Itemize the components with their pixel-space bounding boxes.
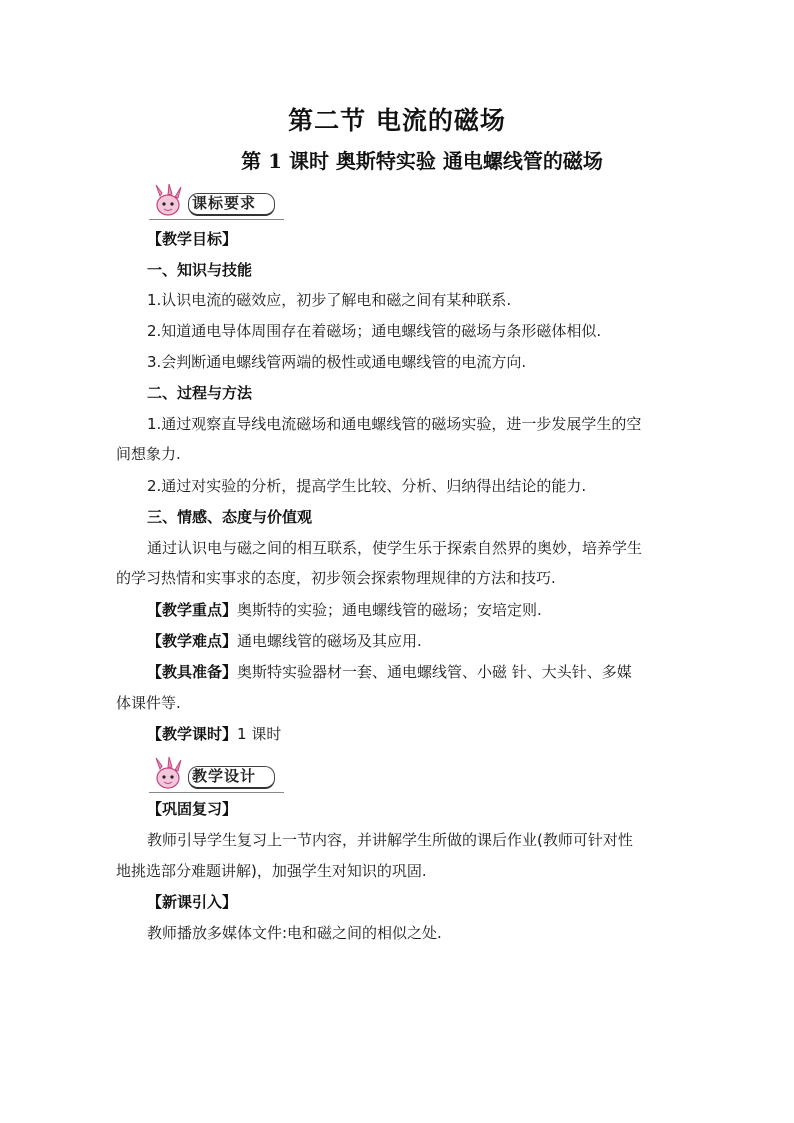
objective-item: 3.会判断通电螺线管两端的极性或通电螺线管的电流方向.: [147, 353, 527, 371]
pencil-mascot-icon: [148, 756, 190, 792]
pencil-mascot-icon: [148, 183, 190, 219]
class-hours-text: 1 课时: [237, 725, 282, 743]
process-item-line: 间想象力.: [116, 445, 181, 463]
teaching-tools-text-cont: 体课件等.: [116, 694, 181, 712]
process-method-heading: 二、过程与方法: [147, 384, 253, 402]
teaching-tools-row: [147, 661, 713, 683]
objective-item: 2.知道通电导体周围存在着磁场；通电螺线管的磁场与条形磁体相似.: [147, 322, 602, 340]
process-item-line: 1.通过观察直导线电流磁场和通电螺线管的磁场实验，进一步发展学生的空: [147, 415, 642, 433]
section-badge-teaching-design: [148, 756, 278, 790]
badge-label: 课标要求: [192, 194, 257, 212]
class-hours-label: 【教学课时】: [147, 725, 238, 743]
objectives-heading: 【教学目标】: [147, 230, 238, 248]
class-hours-row: [147, 723, 713, 745]
page-title: 第二节 电流的磁场: [288, 106, 506, 135]
review-text-line: 教师引导学生复习上一节内容，并讲解学生所做的课后作业(教师可针对性: [147, 831, 633, 849]
key-points-label: 【教学重点】: [147, 601, 238, 619]
section-badge-curriculum: [148, 183, 278, 217]
key-points-text: 奥斯特的实验；通电螺线管的磁场；安培定则.: [237, 601, 542, 619]
difficulties-text: 通电螺线管的磁场及其应用.: [237, 632, 422, 650]
key-points-row: [147, 599, 713, 621]
review-text-line: 地挑选部分难题讲解)，加强学生对知识的巩固.: [116, 862, 427, 880]
new-lesson-intro-heading: 【新课引入】: [147, 893, 238, 911]
attitude-text-line: 的学习热情和实事求的态度，初步领会探索物理规律的方法和技巧.: [116, 569, 556, 587]
knowledge-skills-heading: 一、知识与技能: [147, 261, 253, 279]
review-heading: 【巩固复习】: [147, 800, 238, 818]
teaching-tools-text: 奥斯特实验器材一套、通电螺线管、小磁 针、大头针、多媒: [237, 663, 632, 681]
lesson-subtitle: 第 1 课时 奥斯特实验 通电螺线管的磁场: [241, 149, 603, 173]
badge-label: 教学设计: [192, 767, 257, 785]
process-item: 2.通过对实验的分析，提高学生比较、分析、归纳得出结论的能力.: [147, 477, 587, 495]
difficulties-label: 【教学难点】: [147, 632, 238, 650]
attitude-text-line: 通过认识电与磁之间的相互联系，使学生乐于探索自然界的奥妙，培养学生: [147, 539, 643, 557]
objective-item: 1.认识电流的磁效应，初步了解电和磁之间有某种联系.: [147, 291, 512, 309]
attitude-values-heading: 三、情感、态度与价值观: [147, 508, 313, 526]
difficulties-row: [147, 630, 713, 652]
new-lesson-intro-text: 教师播放多媒体文件:电和磁之间的相似之处.: [147, 924, 442, 942]
teaching-tools-label: 【教具准备】: [147, 663, 238, 681]
